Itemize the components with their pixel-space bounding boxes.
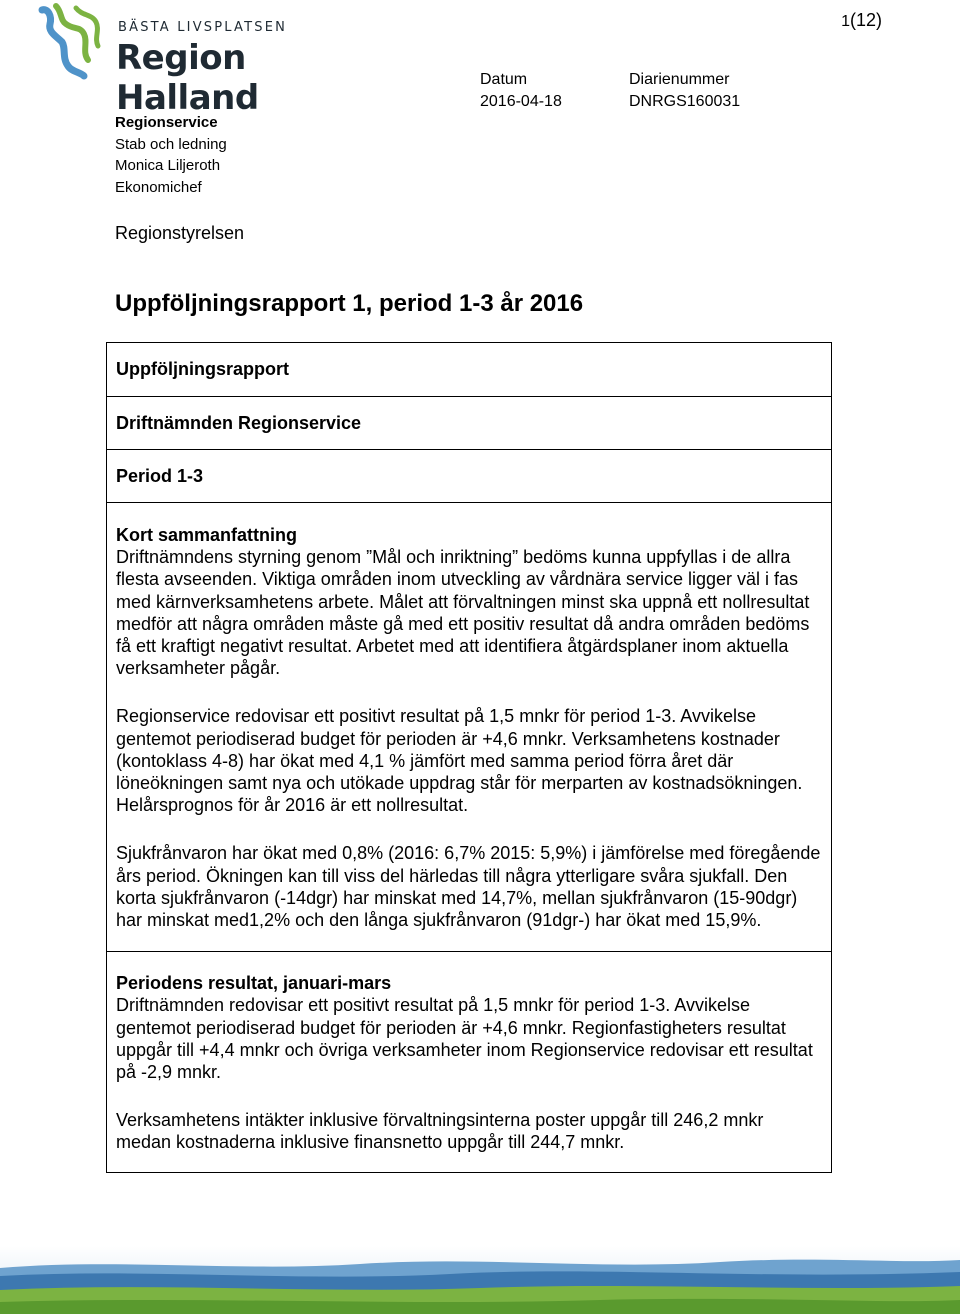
period-text: Period 1-3 bbox=[116, 465, 204, 486]
logo-brand-name: Region Halland bbox=[116, 38, 259, 118]
summary-heading: Kort sammanfattning bbox=[116, 525, 298, 545]
summary-paragraph-3: Sjukfrånvaron har ökat med 0,8% (2016: 6,7% 2015: 5,9%) i jämförelse med föregående års period. Ökningen kan till viss del härledas till några ytterligare svåra sjukfall. Den korta sjukfrånvaron (-14dgr) har minskat med 14,7%, mellan sjukfrånvaron (15-90dgr) har minskat med1,2% och den långa sjukfrånvaron (91dgr-) har ökat med 15,9%. bbox=[116, 843, 821, 931]
committee-text: Driftnämnden Regionservice bbox=[116, 412, 362, 433]
row-period bbox=[107, 449, 831, 502]
sender-org: Regionservice bbox=[115, 114, 218, 131]
result-paragraph-1: Driftnämnden redovisar ett positivt resultat på 1,5 mnkr för period 1-3. Avvikelse gentemot periodiserad budget för perioden är +4,6 mnkr. Regionfastigheters resultat uppgår till +4,4 mnkr och övriga verksamheter inom Regionservice redovisar ett resultat på -2,9 mnkr. bbox=[116, 995, 813, 1083]
sender-unit: Stab och ledning bbox=[115, 135, 227, 153]
page-number bbox=[841, 10, 882, 31]
date-value: 2016-04-18 bbox=[480, 93, 562, 110]
region-halland-logo bbox=[36, 2, 366, 118]
sender-role: Ekonomichef bbox=[115, 178, 202, 196]
recipient: Regionstyrelsen bbox=[115, 223, 245, 243]
document-title: Uppföljningsrapport 1, period 1-3 år 2016 bbox=[115, 290, 584, 317]
page-current: 1 bbox=[841, 13, 850, 30]
sender-block bbox=[115, 112, 227, 198]
row-result bbox=[107, 951, 831, 1171]
row-report-type bbox=[107, 343, 831, 396]
row-summary bbox=[107, 502, 831, 951]
summary-paragraph-2: Regionservice redovisar ett positivt resultat på 1,5 mnkr för period 1-3. Avvikelse gentemot periodiserad budget för perioden är +4,6 mnkr. Verksamhetens kostnader (kontoklass 4-8) har ökat med 4,1 % jämfört med samma period förra året där löneökningen samt nya och utökade uppdrag står för merparten av kostnadsökningen. Helårsprognos för år 2016 är ett nollresultat. bbox=[116, 706, 803, 816]
result-heading: Periodens resultat, januari-mars bbox=[116, 973, 392, 994]
logo-tagline: BÄSTA LIVSPLATSEN bbox=[118, 20, 288, 35]
sender-name: Monica Liljeroth bbox=[115, 157, 221, 174]
row-committee bbox=[107, 396, 831, 449]
report-type-text: Uppföljningsrapport bbox=[116, 359, 289, 379]
diary-value: DNRGS160031 bbox=[629, 93, 741, 110]
footer-landscape-band bbox=[0, 1246, 960, 1314]
summary-paragraph-1: Driftnämndens styrning genom ”Mål och inriktning” bedöms kunna uppfyllas i de allra flesta avseenden. Viktiga områden inom utveckling av vårdnära service ligger väl i fas med kärnverksamhetens arbete. Målet att förvaltningen minst ska uppnå ett nollresultat medför att några områden måste gå med ett positiv resultat då andra områden bedöms få ett kraftigt negativt resultat. Arbetet med att identifiera åtgärdsplaner inom aktuella verksamheter pågår. bbox=[116, 547, 810, 679]
logo-emblem-icon bbox=[36, 2, 116, 82]
diary-label: Diarienummer bbox=[629, 71, 730, 88]
date-label: Datum bbox=[480, 71, 528, 88]
result-paragraph-2: Verksamhetens intäkter inklusive förvaltningsinterna poster uppgår till 246,2 mnkr medan kostnaderna inklusive finansnetto uppgår till 244,7 mnkr. bbox=[116, 1110, 764, 1153]
report-table bbox=[106, 342, 832, 1173]
page-total: (12) bbox=[849, 10, 882, 30]
